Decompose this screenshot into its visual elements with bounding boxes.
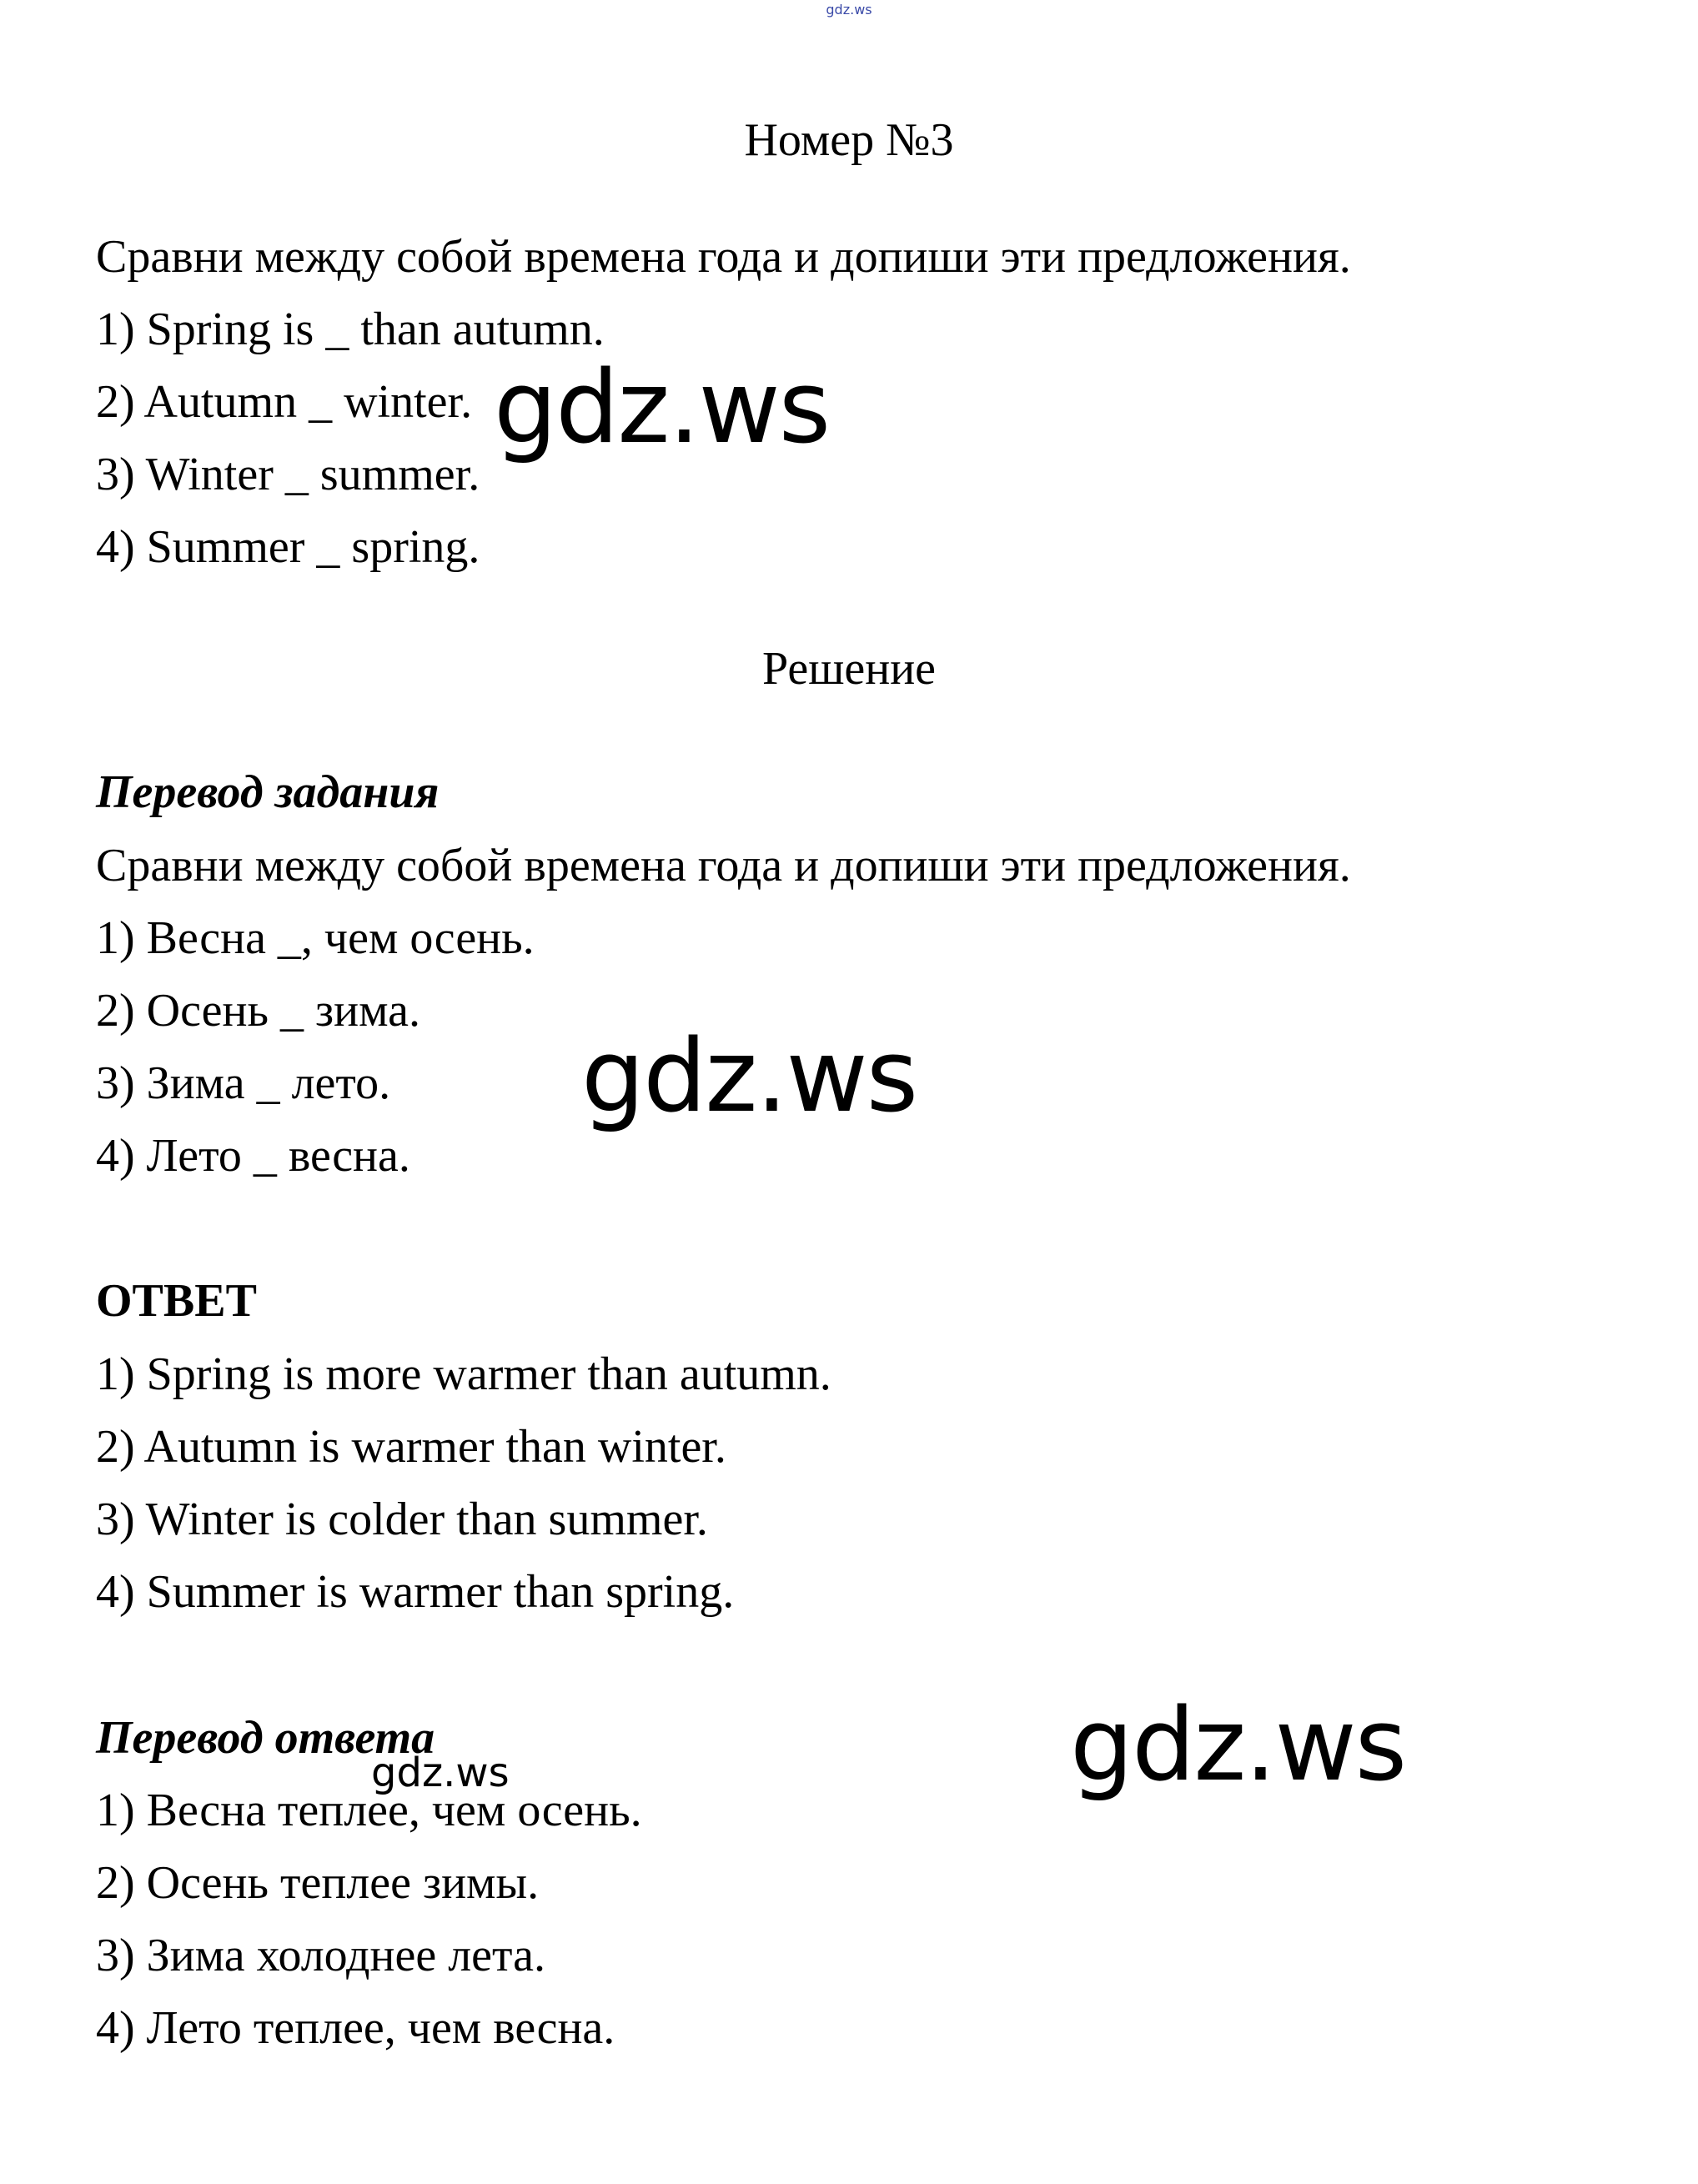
header-watermark: gdz.ws	[826, 2, 872, 18]
answer-translation-item: 2) Осень теплее зимы.	[96, 1857, 540, 1909]
translation-heading: Перевод задания	[96, 766, 440, 818]
answer-item: 2) Autumn is warmer than winter.	[96, 1421, 726, 1473]
answer-translation-item: 4) Лето теплее, чем весна.	[96, 2002, 615, 2054]
translation-instruction: Сравни между собой времена года и допиши эти предложения.	[96, 840, 1351, 891]
translation-item: 3) Зима _ лето.	[96, 1057, 391, 1109]
task-item: 1) Spring is _ than autumn.	[96, 304, 605, 355]
translation-item: 2) Осень _ зима.	[96, 985, 420, 1037]
watermark: gdz.ws	[371, 1750, 510, 1796]
answer-translation-item: 1) Весна теплее, чем осень.	[96, 1785, 642, 1836]
translation-item: 4) Лето _ весна.	[96, 1130, 410, 1182]
task-item: 3) Winter _ summer.	[96, 449, 480, 500]
watermark: gdz.ws	[581, 1019, 917, 1135]
task-item: 2) Autumn _ winter.	[96, 376, 473, 428]
watermark: gdz.ws	[494, 350, 830, 466]
page-title: Номер №3	[744, 114, 954, 166]
answer-translation-heading: Перевод ответа	[96, 1712, 435, 1764]
answer-item: 4) Summer is warmer than spring.	[96, 1566, 735, 1618]
translation-item: 1) Весна _, чем осень.	[96, 912, 535, 964]
watermark: gdz.ws	[1070, 1688, 1406, 1804]
answer-heading: ОТВЕТ	[96, 1275, 257, 1327]
task-instruction: Сравни между собой времена года и допиши эти предложения.	[96, 231, 1351, 283]
task-item: 4) Summer _ spring.	[96, 521, 480, 573]
answer-translation-item: 3) Зима холоднее лета.	[96, 1930, 546, 1981]
answer-item: 1) Spring is more warmer than autumn.	[96, 1348, 831, 1400]
answer-item: 3) Winter is colder than summer.	[96, 1494, 708, 1545]
solution-heading: Решение	[761, 643, 937, 695]
